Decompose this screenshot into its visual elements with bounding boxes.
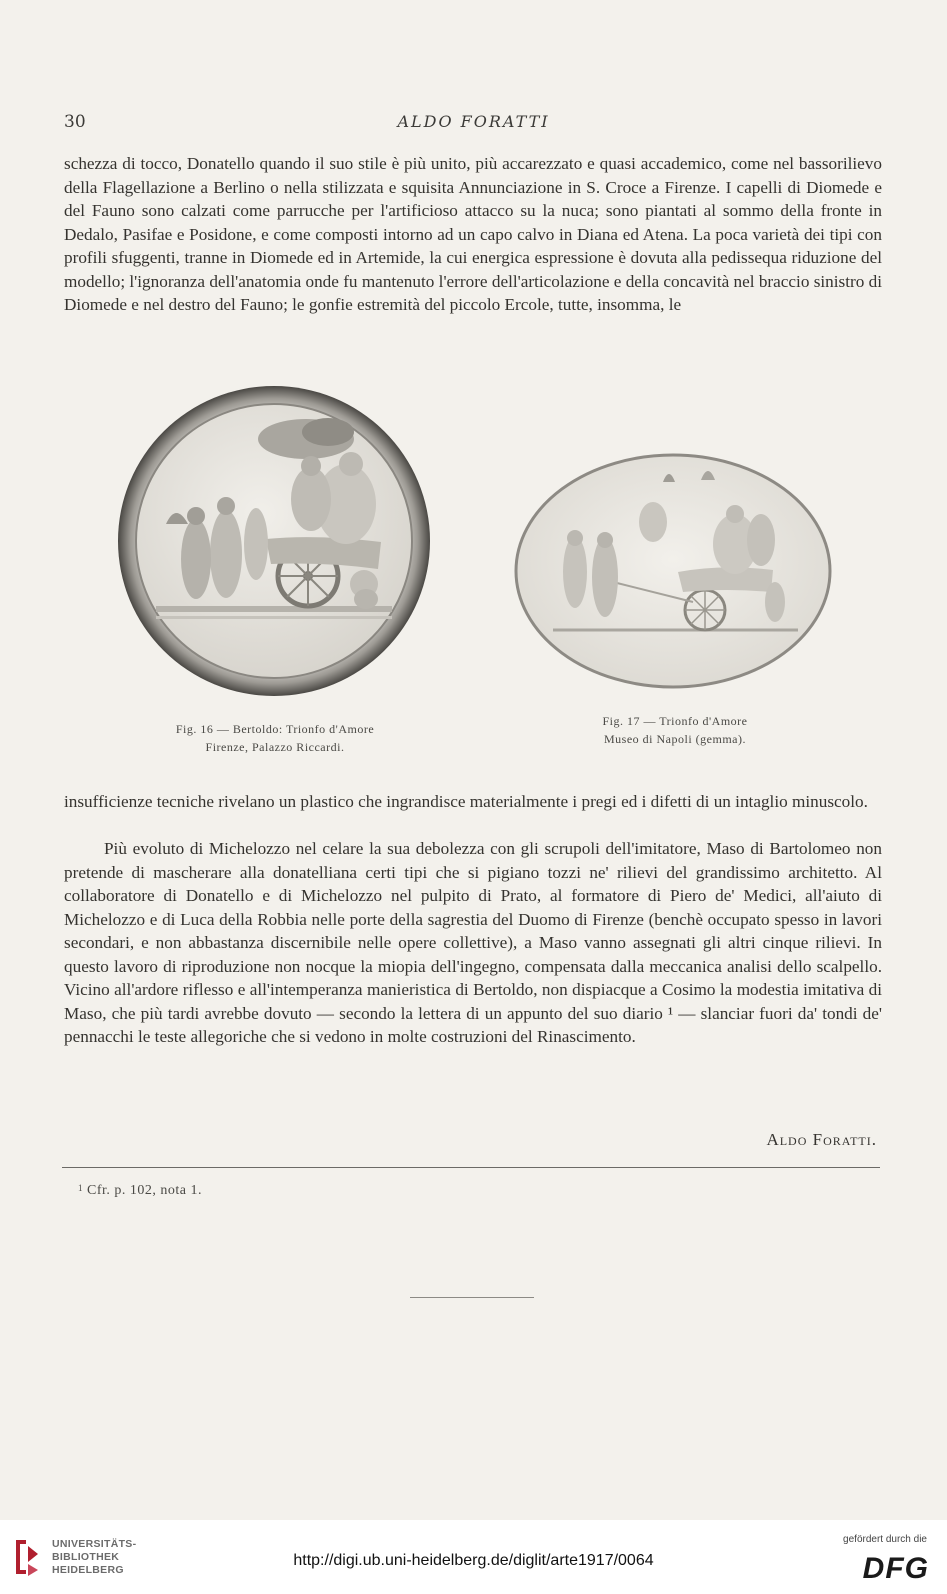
paragraph-main: Più evoluto di Michelozzo nel celare la sua debolezza con gli scrupoli dell'imitatore, Maso di Bartolomeo non pretende di mascherare alla donatelliana certi tipi che si pigiano tozzi ne' rilievi del grandissimo architetto. Al collaboratore di Donatello e di Michelozzo nel pulpito di Prato, al formatore di Piero de' Medici, all'aiuto di Michelozzo e di Luca della Robbia nelle porte della sagrestia del Duomo di Firenze (benchè occupato spesso in lavori secondari, e non abbastanza discernibile nelle opere collettive), a Maso vanno assegnati gli altri cinque rilievi. In questo lavoro di riproduzione non nocque la miopia dell'ingegno, compensata dalla meccanica analisi dello scalpello. Vicino all'ardore riflesso e all'intemperanza manieristica di Bertoldo, non dispiacque a Cosimo la modestia imitativa di Maso, che più tardi avrebbe dovuto — secondo la lettera di un appunto del suo diario ¹ — slanciar fuori da' tondi de' pennacchi le teste allegoriche che si vedono in molte costruzioni del Rinascimento.	[64, 839, 882, 1046]
running-head	[64, 112, 883, 136]
figure-16-roundel-image	[116, 384, 432, 698]
paragraph-continuation: insufficienze tecniche rivelano un plastico che ingrandisce materialmente i pregi ed i difetti di un intaglio minuscolo.	[64, 792, 868, 811]
footnote-divider	[62, 1167, 880, 1168]
figure-17-gem-image	[513, 452, 833, 690]
figure-16-caption-title: Fig. 16 — Bertoldo: Trionfo d'Amore	[175, 722, 375, 736]
page-number: 30	[64, 112, 86, 132]
figure-17-caption-title: Fig. 17 — Trionfo d'Amore	[602, 714, 748, 728]
funding-label: gefördert durch die	[843, 1534, 927, 1545]
running-title: ALDO FORATTI	[397, 112, 550, 131]
library-name-line1: UNIVERSITÄTS-	[52, 1538, 137, 1550]
paragraph-top: schezza di tocco, Donatello quando il suo stile è più unito, più accarezzato e quasi accademico, come nel bassorilievo della Flagellazione a Berlino o nella stilizzata e squisita Annunciazione in S. Croce a Firenze. I capelli di Diomede e del Fauno sono calzati come parrucche per l'artificioso attacco su la nuca; sono piantati al sommo della fronte in Dedalo, Pasifae e Posidone, e come composti intorno ad un capo calvo in Diana ed Atena. La poca varietà dei tipi con profili sfuggenti, tranne in Diomede ed in Artemide, la cui energica espressione è dovuta alla pedissequa riduzione del modello; l'ignoranza dell'anatomia onde fu mantenuto l'errore dell'articolazione e della concavità nel braccio sinistro di Diomede e nel destro del Fauno; le gonfie estremità del piccolo Ercole, tutte, insomma, le	[64, 154, 882, 314]
library-name-line2: BIBLIOTHEK	[52, 1551, 120, 1563]
library-name-line3: HEIDELBERG	[52, 1564, 124, 1576]
dfg-logo[interactable]: DFG	[862, 1552, 929, 1585]
permalink-url[interactable]: http://digi.ub.uni-heidelberg.de/diglit/arte1917/0064	[293, 1552, 654, 1569]
author-signature: Aldo Foratti.	[766, 1130, 877, 1149]
figure-16-caption	[110, 720, 440, 756]
figure-16-caption-location: Firenze, Palazzo Riccardi.	[205, 740, 345, 754]
footnote	[78, 1183, 202, 1199]
footnote-text: Cfr. p. 102, nota 1.	[87, 1183, 202, 1198]
end-rule	[410, 1297, 534, 1298]
figure-17-caption	[520, 712, 830, 748]
digitization-footer	[0, 1520, 947, 1594]
figure-17-caption-location: Museo di Napoli (gemma).	[604, 732, 746, 746]
footnote-marker: 1	[78, 1183, 83, 1193]
